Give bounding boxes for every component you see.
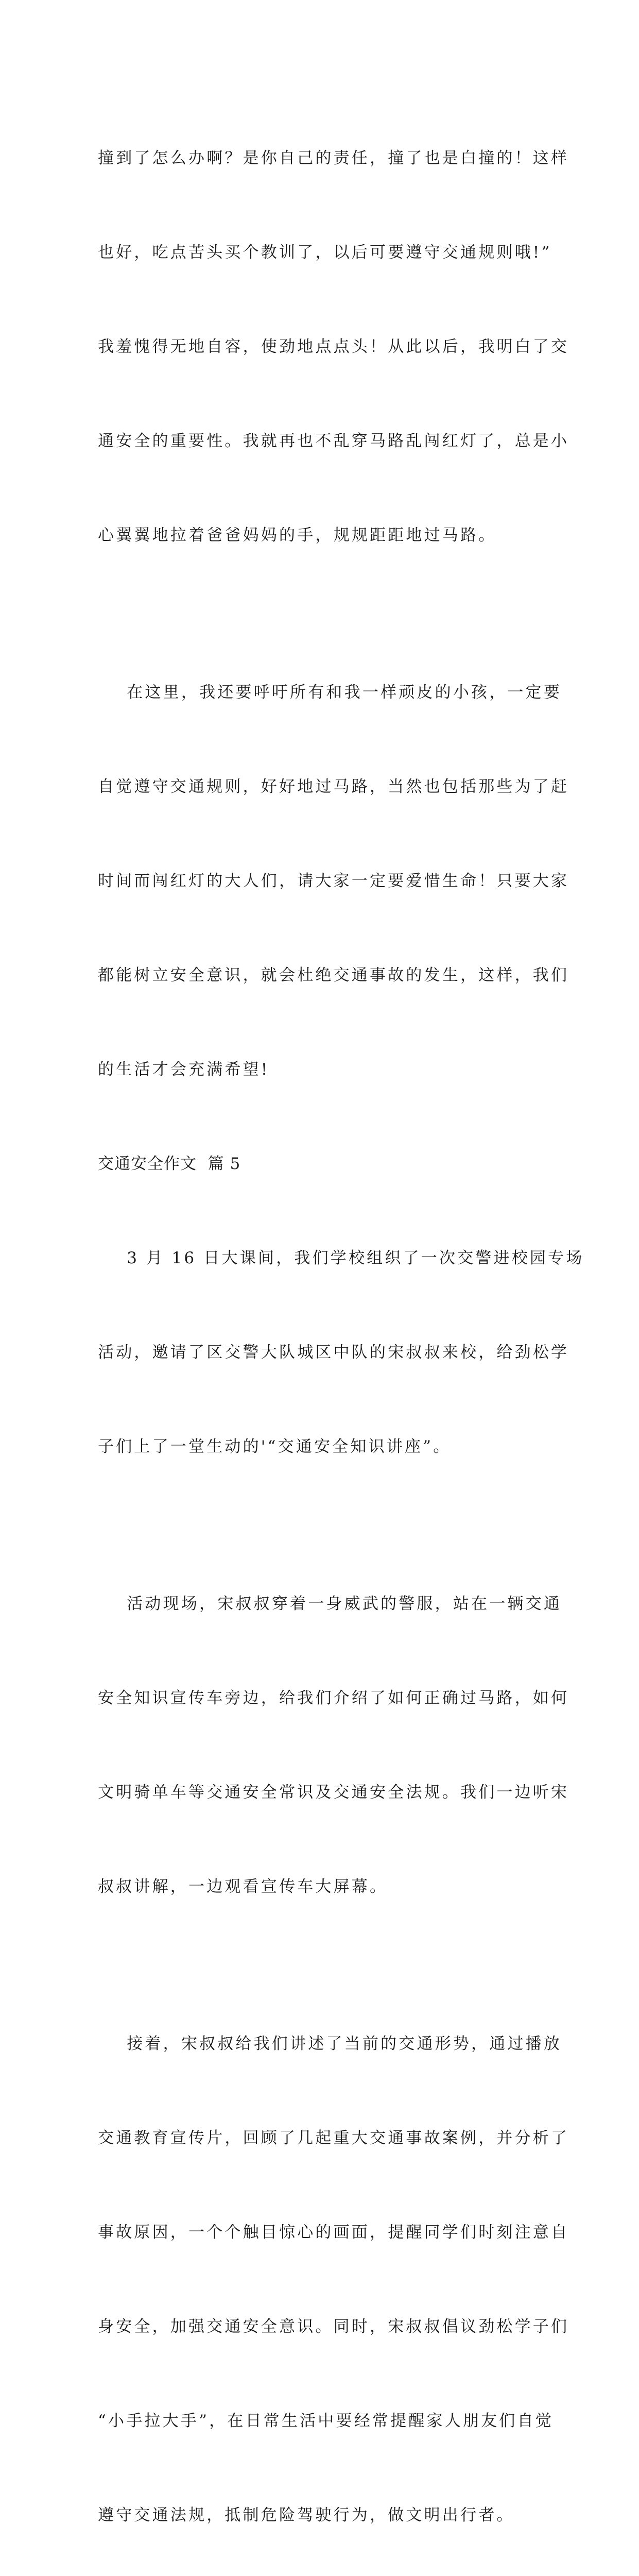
text-line: 文明骑单车等交通安全常识及交通安全法规。我们一边听宋 <box>98 1783 569 1802</box>
section-heading: 交通安全作文 篇 5 <box>98 1155 241 1173</box>
text-line: 活动，邀请了区交警大队城区中队的宋叔叔来校，给劲松学 <box>98 1343 569 1362</box>
text-line: 在这里，我还要呼吁所有和我一样顽皮的小孩，一定要 <box>98 683 562 702</box>
text-line: 我羞愧得无地自容，使劲地点点头！从此以后，我明白了交 <box>98 337 569 356</box>
text-line: 叔叔讲解，一边观看宣传车大屏幕。 <box>98 1877 388 1896</box>
text-line: 自觉遵守交通规则，好好地过马路，当然也包括那些为了赶 <box>98 777 569 796</box>
text-line: 都能树立安全意识，就会杜绝交通事故的发生，这样，我们 <box>98 966 569 985</box>
paragraph-conclusion <box>98 1965 569 2576</box>
paragraph-scene <box>98 1526 569 1965</box>
text-line: 接着，宋叔叔给我们讲述了当前的交通形势，通过播放 <box>98 2035 562 2053</box>
text-line: 交通教育宣传片，回顾了几起重大交通事故案例，并分析了 <box>98 2129 569 2147</box>
text-line: 通安全的重要性。我就再也不乱穿马路乱闯红灯了，总是小 <box>98 432 569 450</box>
text-line: “小手拉大手”，在日常生活中要经常提醒家人朋友们自觉 <box>98 2412 554 2430</box>
text-line: 遵守交通法规，抵制危险驾驶行为，做文明出行者。 <box>98 2506 515 2524</box>
paragraph-appeal <box>98 614 569 1148</box>
paragraph-continued <box>98 80 569 614</box>
text-line: 身安全，加强交通安全意识。同时，宋叔叔倡议劲松学子们 <box>98 2317 569 2336</box>
text-line: 3 月 16 日大课间，我们学校组织了一次交警进校园专场 <box>98 1249 584 1267</box>
text-line: 也好，吃点苦头买个教训了，以后可要遵守交通规则哦!” <box>98 243 552 262</box>
text-line: 的生活才会充满希望! <box>98 1060 270 1079</box>
text-line: 撞到了怎么办啊？是你自己的责任，撞了也是白撞的！这样 <box>98 149 569 167</box>
text-line: 安全知识宣传车旁边，给我们介绍了如何正确过马路，如何 <box>98 1689 569 1707</box>
text-line: 心翼翼地拉着爸爸妈妈的手，规规距距地过马路。 <box>98 526 497 545</box>
text-line: 子们上了一堂生动的'“交通安全知识讲座”。 <box>98 1437 452 1456</box>
document-page <box>98 80 584 2576</box>
text-line: 时间而闯红灯的大人们，请大家一定要爱惜生命！只要大家 <box>98 872 569 890</box>
text-line: 活动现场，宋叔叔穿着一身威武的警服，站在一辆交通 <box>98 1595 562 1613</box>
paragraph-intro <box>98 1180 584 1526</box>
text-line: 事故原因，一个个触目惊心的画面，提醒同学们时刻注意自 <box>98 2223 569 2242</box>
